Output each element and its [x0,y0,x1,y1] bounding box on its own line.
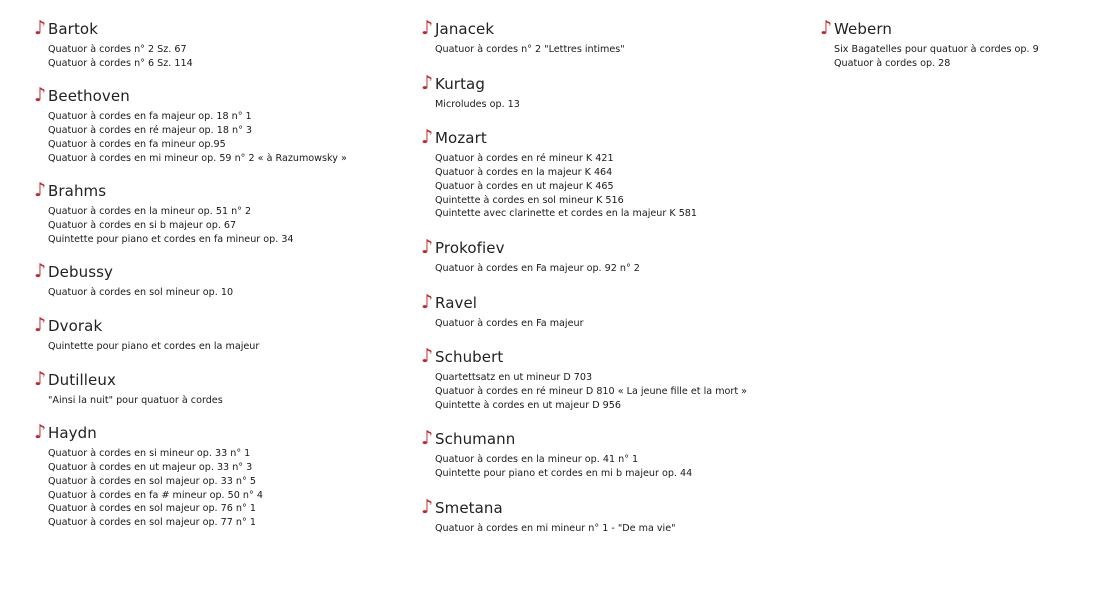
works-list [435,371,811,412]
work-item: Quatuor à cordes en sol mineur op. 10 [48,287,234,299]
work-item: Quintette à cordes en ut majeur D 956 [435,399,621,411]
work-item: Quatuor à cordes en ut majeur op. 33 n° 3 [48,462,253,474]
composer-heading [421,73,811,95]
composer-heading [421,127,811,149]
music-note-icon: ♪ [34,84,47,107]
composer-heading [34,261,404,283]
composer-block [421,18,811,57]
composer-block [820,18,1090,70]
work-item: Quatuor à cordes en sol majeur op. 76 n° 1 [48,503,256,515]
composer-name: Brahms [48,182,107,201]
music-note-icon: ♪ [421,235,434,258]
work-item: Quatuor à cordes en ré mineur K 421 [435,153,614,165]
music-note-icon: ♪ [421,17,434,39]
composer-heading [34,180,404,202]
works-list [435,522,811,536]
works-list [48,447,404,529]
composer-column-3 [820,18,1090,86]
composer-heading [34,18,404,40]
work-item: Quatuor à cordes en sol majeur op. 33 n° 5 [48,475,256,487]
composer-heading [820,18,1090,40]
work-item: Quintette pour piano et cordes en mi b majeur op. 44 [435,468,693,480]
composer-heading [421,428,811,450]
music-note-icon: ♪ [421,495,434,518]
composer-heading [34,85,404,107]
composer-name: Dvorak [48,317,103,336]
works-list [48,110,404,165]
works-list [435,98,811,112]
composer-column-1 [34,18,404,545]
composer-name: Janacek [435,20,495,38]
composer-name: Prokofiev [435,238,505,257]
work-item: Quatuor à cordes n° 2 Sz. 67 [48,44,187,55]
composer-block [34,315,404,354]
work-item: Quartettsatz en ut mineur D 703 [435,372,593,384]
composer-column-2 [421,18,811,552]
work-item: Quatuor à cordes en la mineur op. 51 n° 2 [48,206,252,218]
composer-block [34,85,404,165]
works-list [48,205,404,246]
composer-name: Kurtag [435,74,485,93]
works-list [834,43,1090,70]
work-item: Quatuor à cordes en Fa majeur [435,317,584,329]
work-item: "Ainsi la nuit" pour quatuor à cordes [48,394,223,406]
composer-name: Webern [834,20,892,38]
works-list [48,286,404,300]
work-item: Quatuor à cordes en mi mineur n° 1 - "De ma vie" [435,522,676,534]
composer-heading [421,497,811,519]
music-note-icon: ♪ [421,290,434,313]
work-item: Quatuor à cordes en ré mineur D 810 « La jeune fille et la mort » [435,386,748,398]
work-item: Quintette pour piano et cordes en la majeur [48,341,260,353]
composer-block [34,369,404,408]
work-item: Quatuor à cordes en la mineur op. 41 n° 1 [435,454,639,466]
composer-block [421,73,811,112]
work-item: Quatuor à cordes en ré majeur op. 18 n° 3 [48,125,253,137]
composer-block [421,428,811,480]
composer-heading [421,346,811,368]
composer-heading [34,315,404,337]
composer-block [34,18,404,70]
composer-block [421,127,811,221]
works-list [48,43,404,70]
composer-name: Smetana [435,498,503,517]
music-note-icon: ♪ [34,421,47,444]
composer-block [421,346,811,412]
work-item: Quatuor à cordes n° 2 "Lettres intimes" [435,44,625,55]
composer-block [421,497,811,536]
composer-name: Schumann [435,430,516,449]
work-item: Quatuor à cordes op. 28 [834,57,951,69]
works-list [48,394,404,408]
work-item: Quatuor à cordes en fa mineur op.95 [48,138,226,150]
music-note-icon: ♪ [34,17,47,39]
composer-block [34,422,404,529]
work-item: Quintette à cordes en sol mineur K 516 [435,194,624,206]
music-note-icon: ♪ [34,179,47,202]
composer-name: Schubert [435,348,504,367]
composer-block [421,237,811,276]
composer-heading [34,369,404,391]
composer-name: Beethoven [48,87,130,106]
works-list [435,317,811,331]
music-note-icon: ♪ [820,17,833,39]
work-item: Quatuor à cordes en si b majeur op. 67 [48,219,237,231]
work-item: Quatuor à cordes en fa majeur op. 18 n° 1 [48,111,252,123]
work-item: Quatuor à cordes en mi mineur op. 59 n° 2 « à Razumowsky » [48,152,347,164]
music-note-icon: ♪ [421,345,434,368]
music-note-icon: ♪ [34,260,47,283]
work-item: Quatuor à cordes en ut majeur K 465 [435,180,614,192]
composer-block [34,180,404,246]
works-list [435,152,811,221]
music-note-icon: ♪ [421,71,434,94]
works-list [435,453,811,480]
composer-name: Mozart [435,129,487,148]
works-list [435,43,811,57]
work-item: Quatuor à cordes en fa # mineur op. 50 n° 4 [48,489,263,501]
work-item: Quatuor à cordes n° 6 Sz. 114 [48,57,193,69]
music-note-icon: ♪ [34,314,47,337]
music-note-icon: ♪ [421,126,434,149]
work-item: Quatuor à cordes en la majeur K 464 [435,167,613,179]
work-item: Quatuor à cordes en si mineur op. 33 n° 1 [48,448,251,460]
composer-block [34,261,404,300]
work-item: Microludes op. 13 [435,98,520,110]
composer-heading [421,18,811,40]
work-item: Quatuor à cordes en Fa majeur op. 92 n° 2 [435,262,640,274]
composer-block [421,292,811,331]
music-note-icon: ♪ [34,367,47,390]
work-item: Six Bagatelles pour quatuor à cordes op. 9 [834,44,1039,55]
composer-name: Ravel [435,293,478,312]
composer-heading [34,422,404,444]
works-list [435,262,811,276]
composer-name: Bartok [48,20,98,38]
work-item: Quintette avec clarinette et cordes en la majeur K 581 [435,208,698,220]
composer-heading [421,292,811,314]
composer-name: Haydn [48,424,97,443]
composer-heading [421,237,811,259]
composer-name: Debussy [48,263,114,282]
work-item: Quatuor à cordes en sol majeur op. 77 n° 1 [48,516,256,528]
music-note-icon: ♪ [421,427,434,450]
composer-name: Dutilleux [48,370,116,389]
work-item: Quintette pour piano et cordes en fa mineur op. 34 [48,233,294,245]
works-list [48,340,404,354]
